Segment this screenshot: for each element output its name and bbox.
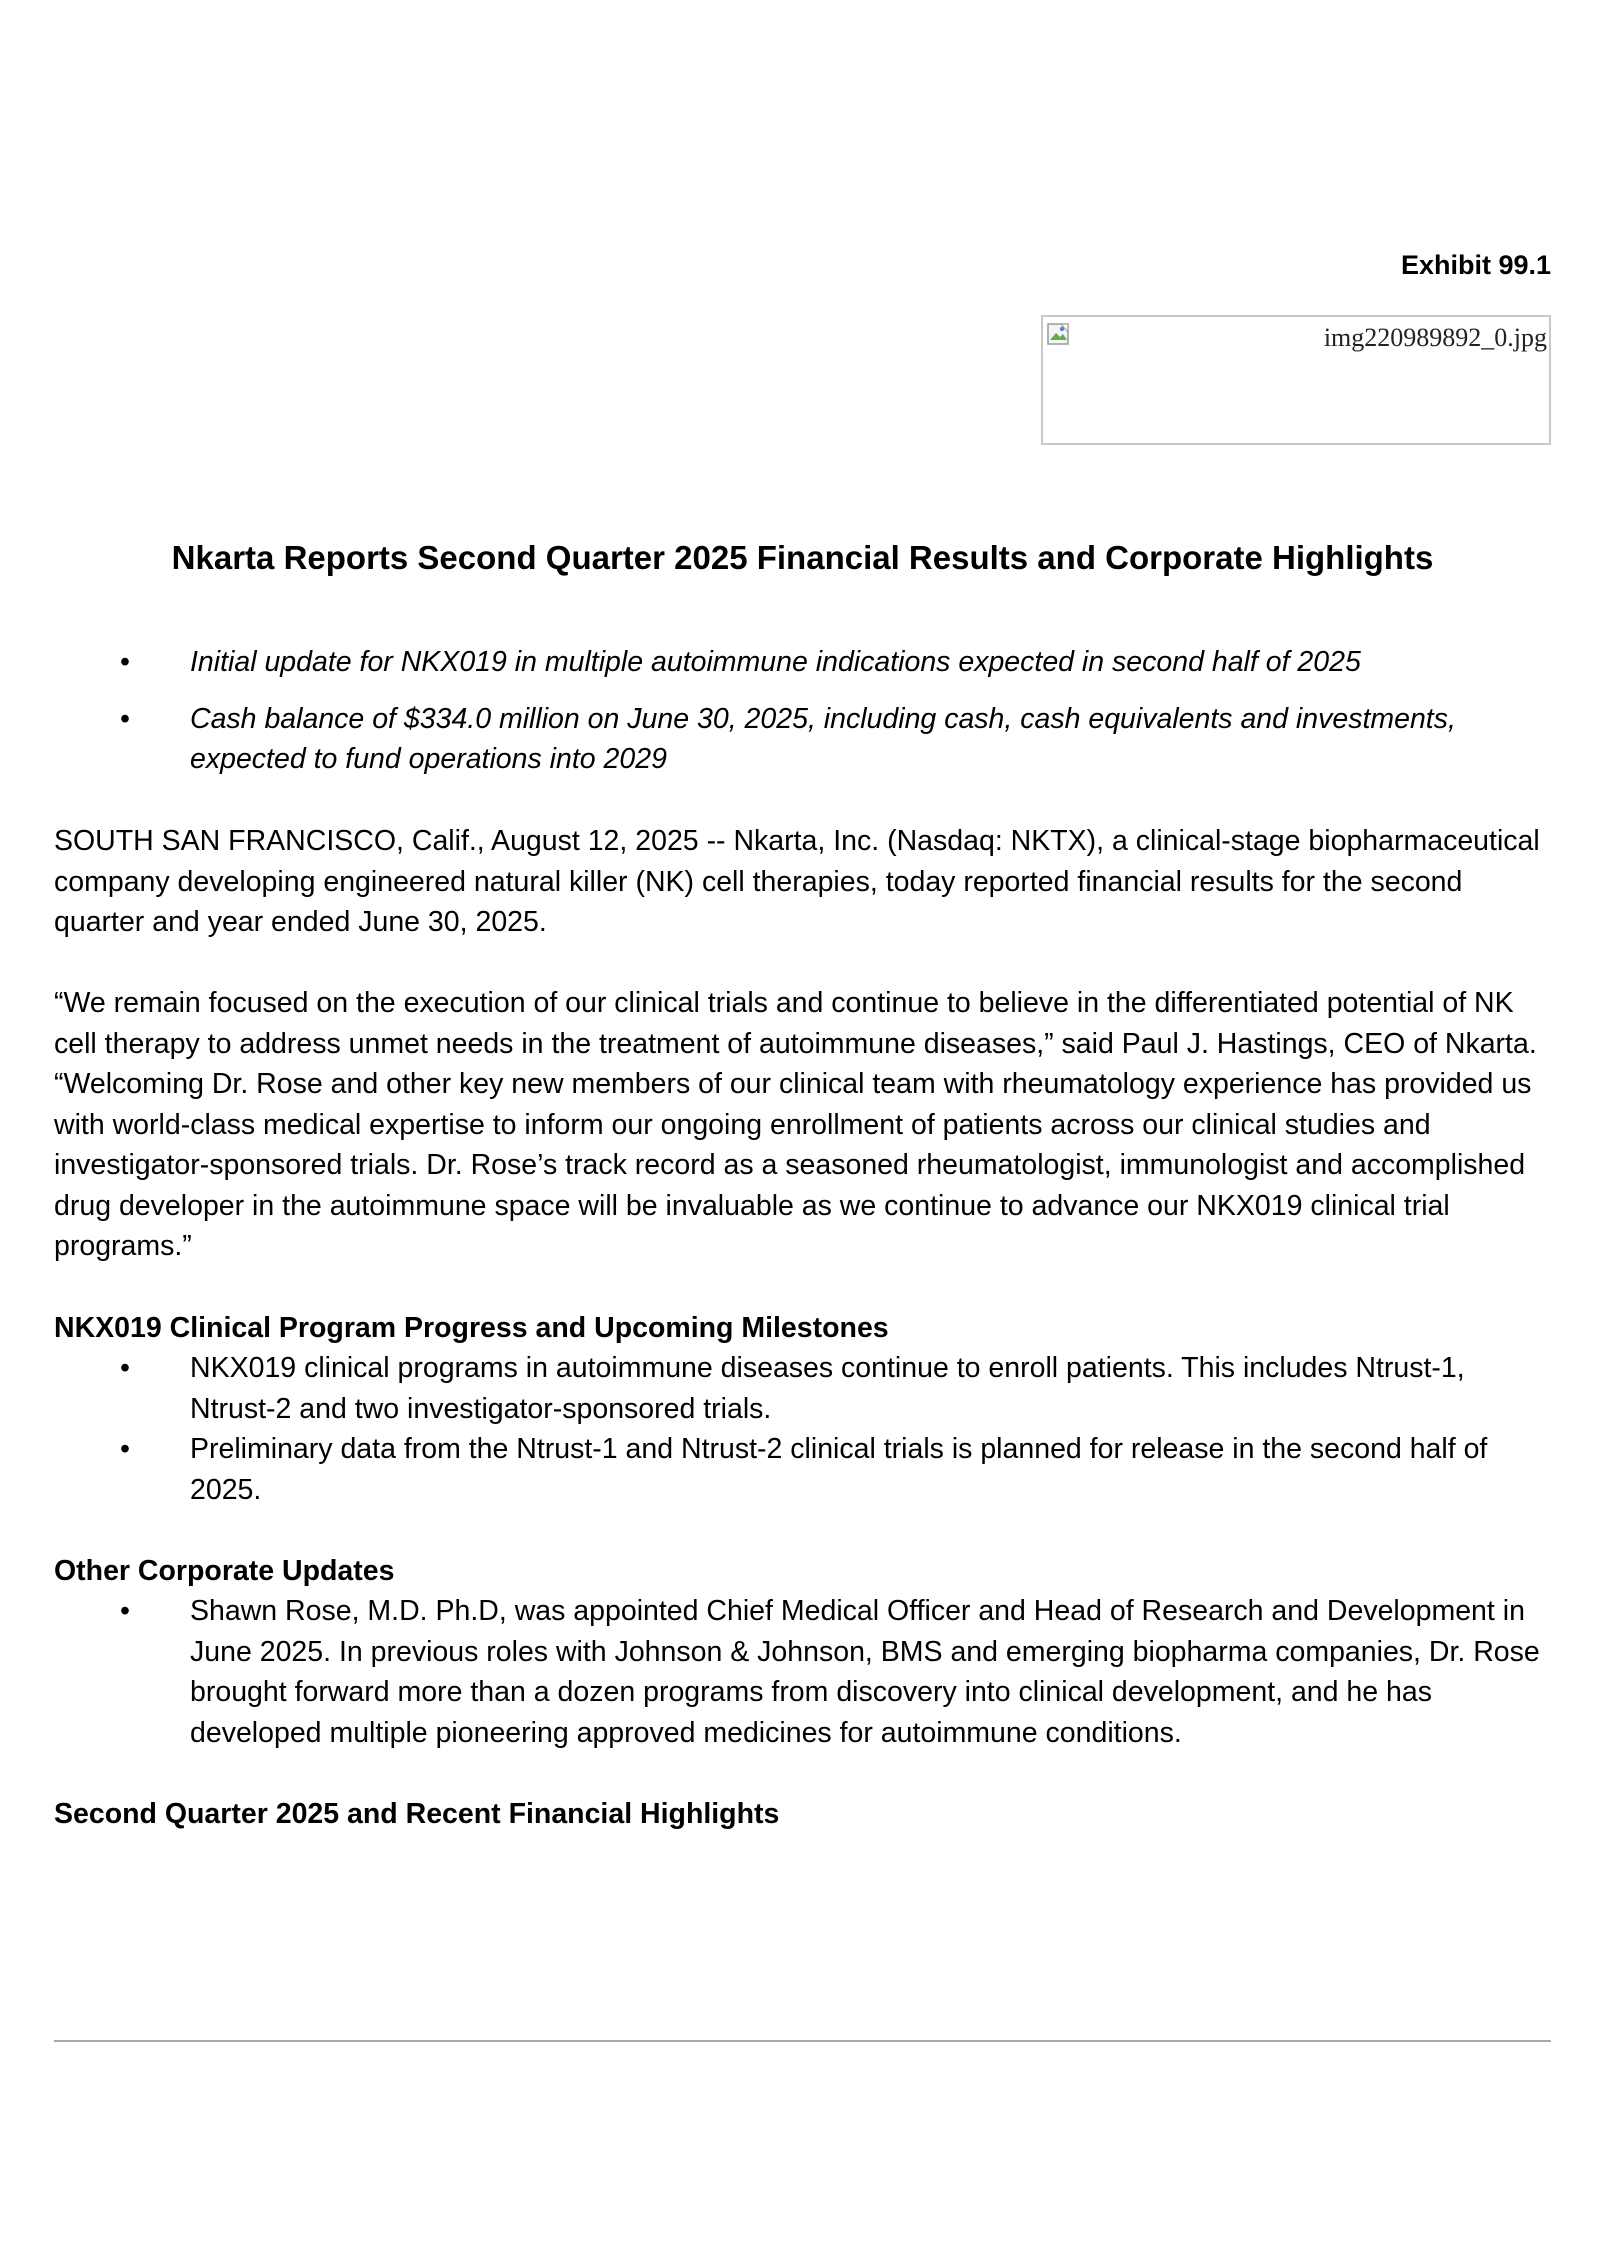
list-item [54, 1348, 1551, 1429]
broken-image-icon [1047, 323, 1073, 347]
bullet-icon: • [120, 1352, 130, 1384]
list-item [54, 699, 1551, 780]
nkx019-section-heading: NKX019 Clinical Program Progress and Upcoming Milestones [54, 1312, 889, 1344]
page-title: Nkarta Reports Second Quarter 2025 Financial Results and Corporate Highlights [171, 539, 1434, 576]
bullet-icon: • [120, 1433, 130, 1465]
corporate-section-heading: Other Corporate Updates [54, 1555, 395, 1587]
corporate-bullet-list [54, 1591, 1551, 1753]
list-item-text: NKX019 clinical programs in autoimmune diseases continue to enroll patients. This includes Ntrust-1, Ntrust-2 and two investigator-sponsored trials. [190, 1352, 1465, 1425]
quote-paragraph: “We remain focused on the execution of our clinical trials and continue to believe in the differentiated potential of NK cell therapy to address unmet needs in the treatment of autoimmune diseases,” said Paul J. Hastings, CEO of Nkarta. “Welcoming Dr. Rose and other key new members of our clinical team with rheumatology experience has provided us with world-class medical expertise to inform our ongoing enrollment of patients across our clinical studies and investigator-sponsored trials. Dr. Rose’s track record as a seasoned rheumatologist, immunologist and accomplished drug developer in the autoimmune space will be invaluable as we continue to advance our NKX019 clinical trial programs.” [54, 987, 1537, 1262]
list-item-text: Cash balance of $334.0 million on June 30, 2025, including cash, cash equivalents and investments, expected to fund operations into 2029 [190, 702, 1456, 775]
list-item-text: Preliminary data from the Ntrust-1 and Ntrust-2 clinical trials is planned for release in the second half of 2025. [190, 1433, 1488, 1506]
intro-paragraph: SOUTH SAN FRANCISCO, Calif., August 12, 2025 -- Nkarta, Inc. (Nasdaq: NKTX), a clinical-stage biopharmaceutical company developing engineered natural killer (NK) cell therapies, today reported financial results for the second quarter and year ended June 30, 2025. [54, 825, 1540, 938]
bullet-icon: • [120, 646, 130, 678]
list-item-text: Shawn Rose, M.D. Ph.D, was appointed Chief Medical Officer and Head of Research and Development in June 2025. In previous roles with Johnson & Johnson, BMS and emerging biopharma companies, Dr. Rose brought forward more than a dozen programs from discovery into clinical development, and he has developed multiple pioneering approved medicines for autoimmune conditions. [190, 1595, 1540, 1749]
list-item [54, 1591, 1551, 1753]
list-item [54, 642, 1551, 683]
exhibit-label: Exhibit 99.1 [1400, 250, 1551, 280]
bullet-icon: • [120, 1595, 130, 1627]
list-item [54, 1429, 1551, 1510]
document-page [54, 0, 1551, 2262]
list-item-text: Initial update for NKX019 in multiple autoimmune indications expected in second half of 2025 [190, 646, 1361, 678]
page-divider [54, 2040, 1551, 2042]
nkx019-bullet-list [54, 1348, 1551, 1510]
highlight-bullet-list [54, 642, 1551, 780]
financial-section-heading: Second Quarter 2025 and Recent Financial Highlights [54, 1798, 780, 1830]
logo-image-placeholder [1041, 315, 1551, 445]
image-alt-text: img220989892_0.jpg [1323, 323, 1547, 352]
bullet-icon: • [120, 702, 130, 735]
